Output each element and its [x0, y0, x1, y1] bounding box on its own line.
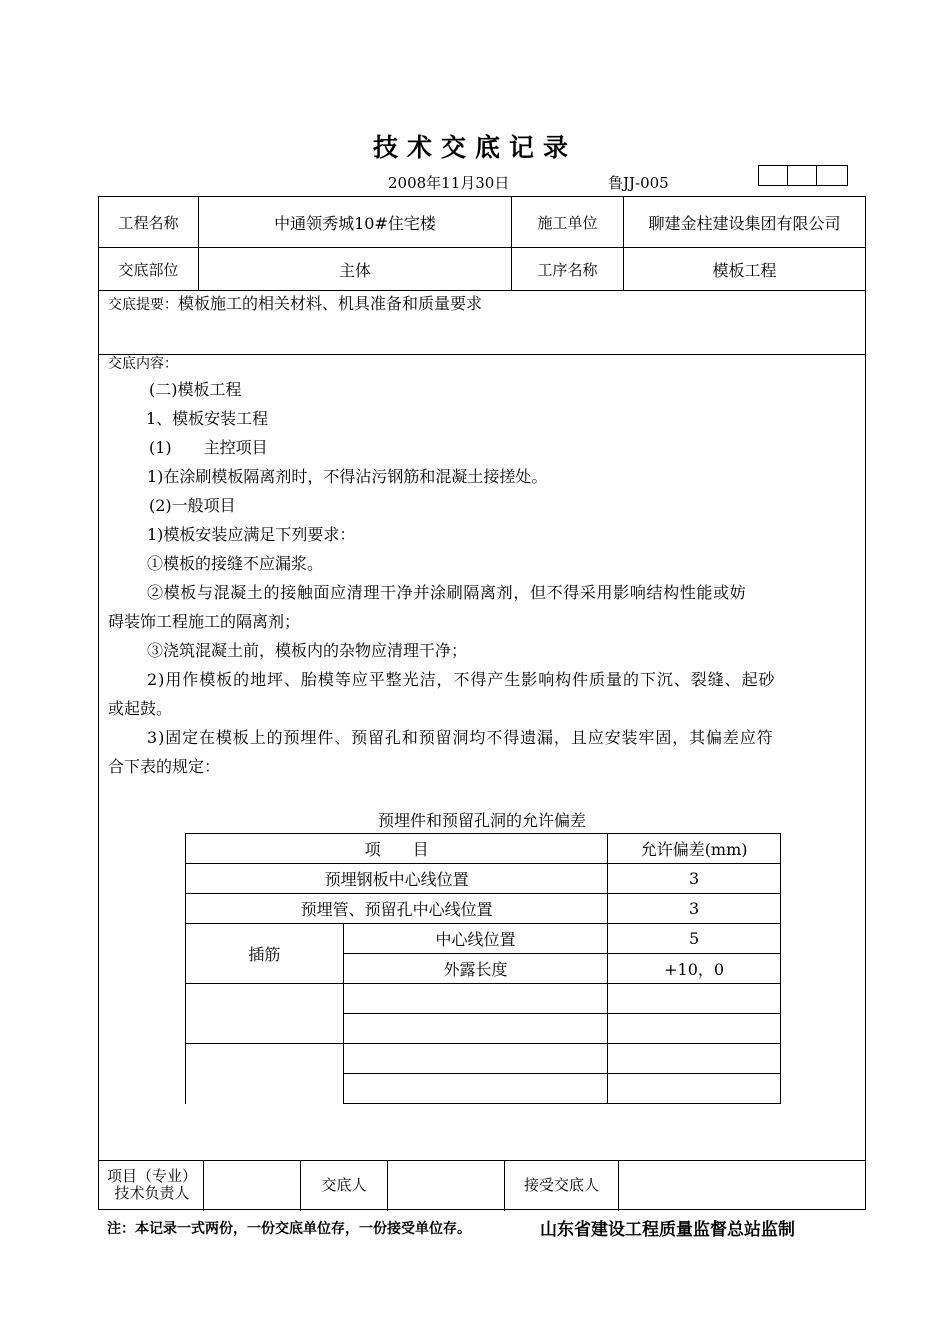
- summary-label: 交底提要：: [108, 297, 178, 313]
- content-line-9: 碍装饰工程施工的隔离剂；: [108, 612, 301, 631]
- document-title: 技术交底记录: [372, 133, 577, 162]
- process: 模板工程: [712, 260, 777, 280]
- content-line-1: (二)模板工程: [149, 380, 242, 399]
- contractor-label: 施工单位: [537, 213, 598, 232]
- part-label: 交底部位: [118, 260, 179, 279]
- table-row-empty: [186, 1044, 781, 1074]
- content-line-10: ③浇筑混凝土前，模板内的杂物应清理干净；: [147, 641, 468, 660]
- table-row: [186, 894, 781, 924]
- content-line-2: 1、模板安装工程: [146, 409, 269, 428]
- project-name-label: 工程名称: [118, 213, 179, 232]
- content-line-11: 2)用作模板的地坪、胎模等应平整光洁，不得产生影响构件质量的下沉、裂缝、起砂: [147, 670, 776, 689]
- summary-section: [108, 289, 482, 320]
- content-line-13: 3)固定在模板上的预埋件、预留孔和预留洞均不得遗漏，且应安装牢固，其偏差应符: [147, 728, 774, 747]
- content-line-8: ②模板与混凝土的接触面应清理干净并涂刷隔离剂，但不得采用影响结构性能或妨: [147, 583, 747, 602]
- receiver-label: 接受交底人: [523, 1175, 599, 1194]
- deviation-table-caption: 预埋件和预留孔洞的允许偏差: [377, 811, 586, 830]
- table-cell-tolerance: 5: [608, 924, 781, 954]
- table-row: [186, 864, 781, 894]
- content-line-4: 1)在涂刷模板隔离剂时，不得沾污钢筋和混凝土接搓处。: [147, 467, 548, 486]
- deviation-table: [185, 833, 781, 1104]
- contractor: 聊建金柱建设集团有限公司: [648, 213, 841, 233]
- form-code: 鲁JJ-005: [608, 174, 669, 192]
- record-form: [98, 196, 866, 1210]
- footer-supervisor: 山东省建设工程质量监督总站监制: [540, 1220, 795, 1240]
- part: 主体: [338, 260, 371, 280]
- content-line-6: 1)模板安装应满足下列要求：: [147, 525, 356, 544]
- column-header-tolerance: 允许偏差(mm): [608, 834, 781, 864]
- table-cell-tolerance: +10，0: [608, 954, 781, 984]
- content-label: 交底内容：: [108, 356, 178, 372]
- content-line-7: ①模板的接缝不应漏浆。: [147, 554, 324, 573]
- footer-note: 注：本记录一式两份，一份交底单位存，一份接受单位存。: [107, 1221, 471, 1237]
- table-header-row: [186, 834, 781, 864]
- content-line-12: 或起鼓。: [108, 699, 173, 718]
- table-cell-item: 预埋管、预留孔中心线位置: [186, 894, 608, 924]
- table-cell-tolerance: 3: [608, 894, 781, 924]
- discloser-label: 交底人: [321, 1175, 367, 1194]
- content-line-14: 合下表的规定：: [108, 757, 221, 776]
- tech-lead-label: 项目（专业）技术负责人: [107, 1167, 198, 1202]
- content-line-3: (1) 主控项目: [149, 438, 268, 457]
- summary-text: 模板施工的相关材料、机具准备和质量要求: [178, 294, 483, 313]
- table-row-empty: [186, 984, 781, 1014]
- content-line-5: (2)一般项目: [149, 496, 236, 515]
- project-name: 中通领秀城10#住宅楼: [274, 213, 436, 233]
- table-cell-tolerance: 3: [608, 864, 781, 894]
- process-label: 工序名称: [537, 260, 598, 279]
- table-cell-group: 插筋: [186, 924, 344, 984]
- table-cell-item: 中心线位置: [343, 924, 608, 954]
- table-cell-item: 预埋钢板中心线位置: [186, 864, 608, 894]
- table-cell-item: 外露长度: [343, 954, 608, 984]
- column-header-item: 项 目: [186, 834, 608, 864]
- table-row: [186, 924, 781, 954]
- serial-number-boxes: [758, 165, 848, 186]
- record-date: 2008年11月30日: [388, 174, 510, 192]
